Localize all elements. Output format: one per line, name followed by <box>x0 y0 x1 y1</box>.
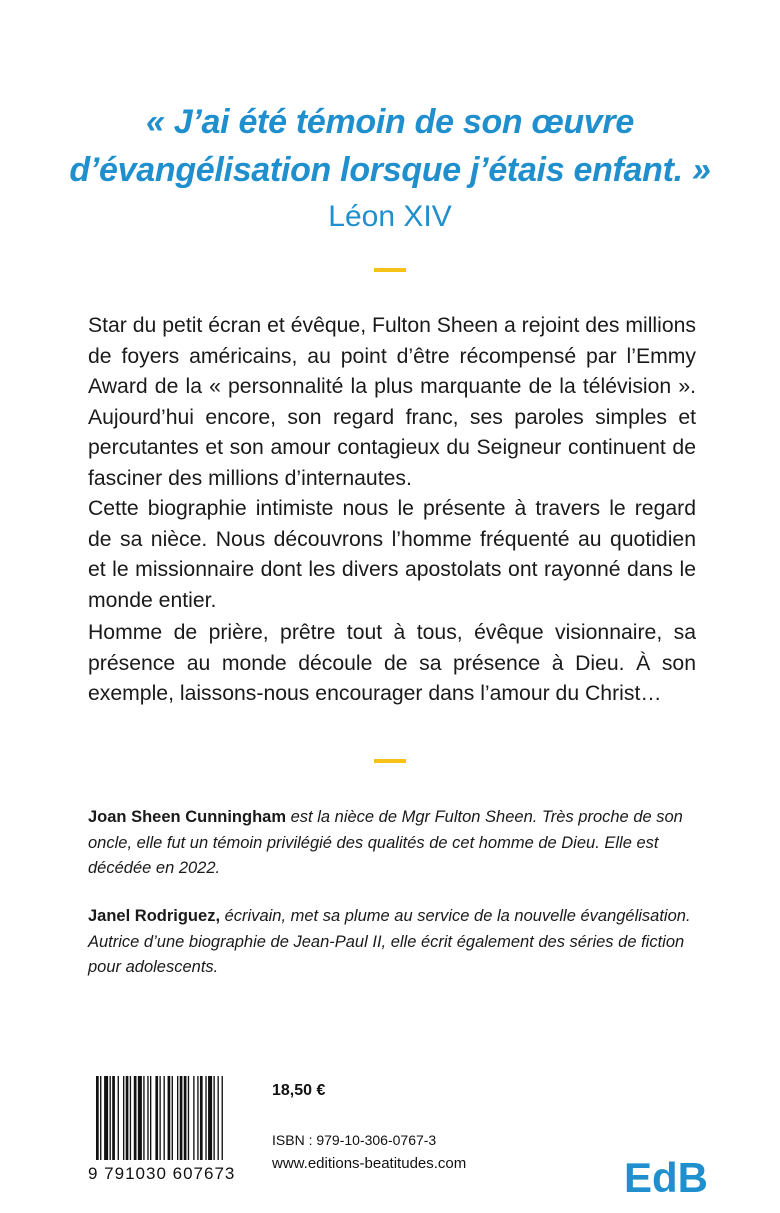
publisher-website: www.editions-beatitudes.com <box>272 1155 467 1172</box>
quote-line-2: d’évangélisation lorsque j’étais enfant. » <box>69 151 711 189</box>
separator-bottom <box>374 759 406 763</box>
author-name-1: Joan Sheen Cunningham <box>88 808 287 826</box>
quote-author: Léon XIV <box>328 200 452 233</box>
price: 18,50 € <box>272 1082 326 1099</box>
author-desc-2: écrivain, met sa plume au service de la nouvelle évangélisation. Autrice d’une biographie de Jean-Paul II, elle écrit également des séries de fiction pour adolescents. <box>88 907 691 976</box>
paragraph-1: Star du petit écran et évêque, Fulton Sheen a rejoint des millions de foyers américains, au point d’être récompensé par l’Emmy Award de la « personnalité la plus marquante de la télévision ». Aujourd’hui encore, son regard franc, ses paroles simples et percutantes et son amour contagieux du Seigneur continuent de fasciner des millions d’internautes. <box>88 314 696 490</box>
author-bio-2 <box>88 904 696 981</box>
paragraph-2: Cette biographie intimiste nous le présente à travers le regard de sa nièce. Nous découvrons l’homme fréquenté au quotidien et le missionnaire dont les divers apostolats ont rayonné dans le monde entier. <box>88 497 696 612</box>
author-desc-1: est la nièce de Mgr Fulton Sheen. Très proche de son oncle, elle fut un témoin privilégié des qualités de cet homme de Dieu. Elle est décédée en 2022. <box>88 808 683 877</box>
author-name-2: Janel Rodriguez, <box>88 907 221 925</box>
quote-line-1: « J’ai été témoin de son œuvre <box>146 103 634 141</box>
separator-top <box>374 268 406 272</box>
author-bio-1 <box>88 805 696 882</box>
publisher-logo <box>624 1152 708 1201</box>
publisher-logo-text: EdB <box>624 1154 708 1201</box>
isbn-barcode <box>88 1076 260 1184</box>
barcode-bars <box>96 1076 262 1162</box>
back-cover-quote <box>0 98 780 194</box>
paragraph-3: Homme de prière, prêtre tout à tous, évêque visionnaire, sa présence au monde découle de sa présence à Dieu. À son exemple, laissons-nous encourager dans l’amour du Christ… <box>88 621 696 705</box>
barcode-digits: 9 791030 607673 <box>88 1164 236 1183</box>
isbn-number: ISBN : 979-10-306-0767-3 <box>272 1132 437 1148</box>
